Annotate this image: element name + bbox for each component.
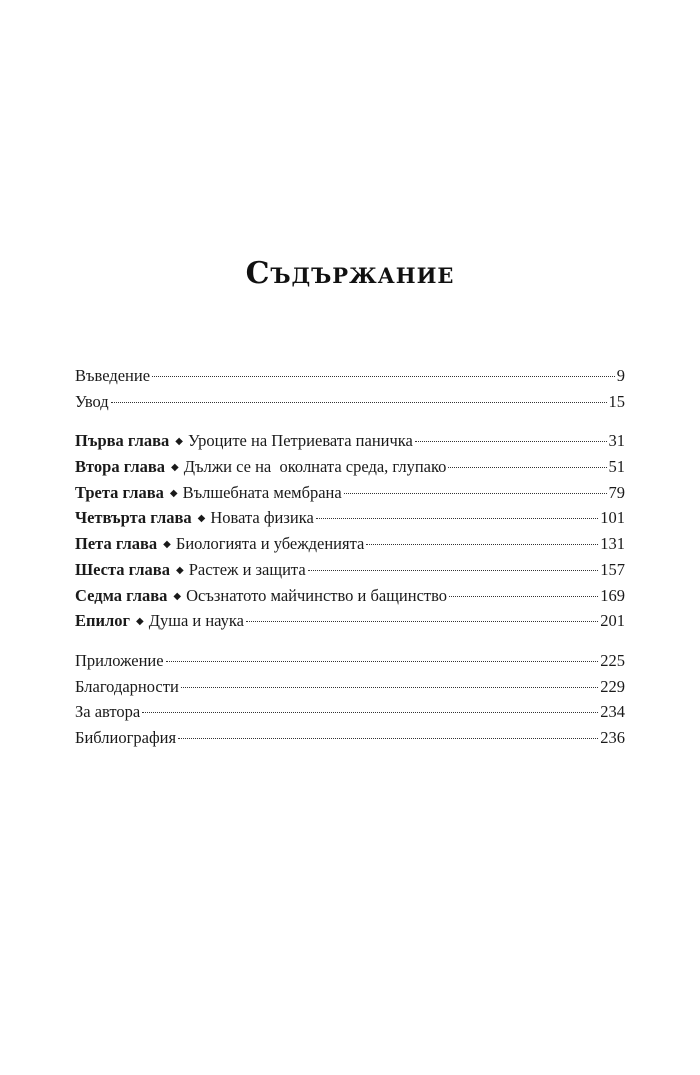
dot-leader [166, 661, 599, 662]
toc-entry-label: Благодарности [75, 676, 179, 696]
toc-page-number: 169 [600, 585, 625, 605]
chapter-number: Шеста глава [75, 559, 170, 579]
toc-heading: Съдържание [245, 256, 455, 292]
toc-page-number: 9 [616, 366, 625, 385]
diamond-separator-icon: ◆ [175, 564, 184, 576]
diamond-separator-icon: ◆ [171, 462, 179, 474]
chapter-title: Новата физика [210, 508, 314, 528]
toc-chapter-entry [75, 431, 625, 457]
chapter-number: Епилог [75, 611, 131, 631]
toc-page-number: 234 [600, 702, 625, 722]
diamond-separator-icon: ◆ [163, 539, 171, 551]
toc-entry [75, 728, 625, 754]
chapter-title: Вълшебната мембрана [182, 482, 342, 502]
diamond-separator-icon: ◆ [169, 487, 178, 499]
toc-page-number: 201 [600, 611, 625, 631]
chapter-number: Пета глава [75, 534, 158, 554]
toc-page-number: 236 [600, 727, 625, 747]
dot-leader [308, 570, 599, 571]
dot-leader [142, 712, 598, 713]
dot-leader [366, 544, 598, 545]
chapter-title: Дължи се на околната среда, глупако [183, 457, 447, 477]
toc-chapter-entry [75, 457, 625, 483]
toc-entry-label: За автора [75, 702, 141, 722]
toc-chapter-entry [75, 560, 625, 586]
toc-group-front-matter [75, 366, 625, 417]
toc-chapter-entry [75, 508, 625, 534]
dot-leader [152, 376, 615, 377]
toc-page-number: 225 [600, 650, 625, 670]
toc-page-number: 157 [600, 559, 625, 579]
toc-entry [75, 677, 625, 703]
dot-leader [178, 738, 598, 739]
diamond-separator-icon: ◆ [197, 513, 206, 525]
chapter-title: Осъзнатото майчинство и бащинство [186, 585, 448, 605]
dot-leader [448, 467, 606, 468]
dot-leader [344, 493, 607, 494]
chapter-title: Душа и наука [148, 611, 245, 631]
toc-group-chapters [75, 431, 625, 637]
toc-page-number: 51 [608, 457, 625, 477]
toc-entry [75, 702, 625, 728]
dot-leader [181, 687, 598, 688]
toc-chapter-entry [75, 611, 625, 637]
dot-leader [316, 518, 598, 519]
chapter-title: Растеж и защита [188, 559, 306, 579]
toc-page-number: 229 [600, 676, 625, 696]
toc-entry [75, 366, 625, 392]
dot-leader [111, 402, 607, 403]
toc-entry-label: Увод [75, 391, 109, 411]
toc-page-number: 101 [600, 508, 625, 528]
chapter-number: Седма глава [75, 585, 168, 605]
table-of-contents [75, 366, 625, 754]
toc-page-number: 15 [608, 391, 625, 411]
diamond-separator-icon: ◆ [136, 616, 144, 628]
toc-chapter-entry [75, 534, 625, 560]
chapter-number: Четвърта глава [75, 508, 192, 528]
toc-chapter-entry [75, 483, 625, 509]
toc-chapter-entry [75, 586, 625, 612]
toc-page-number: 131 [600, 534, 625, 554]
chapter-title: Биологията и убежденията [175, 534, 365, 554]
chapter-number: Втора глава [75, 457, 166, 477]
chapter-title: Уроците на Петриевата паничка [187, 431, 413, 451]
toc-entry-label: Библиография [75, 727, 177, 747]
toc-page-number: 79 [608, 482, 625, 502]
toc-entry [75, 392, 625, 418]
toc-entry-label: Приложение [75, 650, 164, 670]
diamond-separator-icon: ◆ [173, 590, 182, 602]
toc-page-number: 31 [608, 431, 625, 451]
chapter-number: Трета глава [75, 482, 164, 502]
toc-group-back-matter [75, 651, 625, 754]
diamond-separator-icon: ◆ [175, 436, 183, 448]
dot-leader [449, 596, 598, 597]
toc-entry [75, 651, 625, 677]
dot-leader [415, 441, 607, 442]
toc-entry-label: Въведение [75, 366, 151, 385]
dot-leader [246, 621, 598, 622]
chapter-number: Първа глава [75, 431, 170, 451]
